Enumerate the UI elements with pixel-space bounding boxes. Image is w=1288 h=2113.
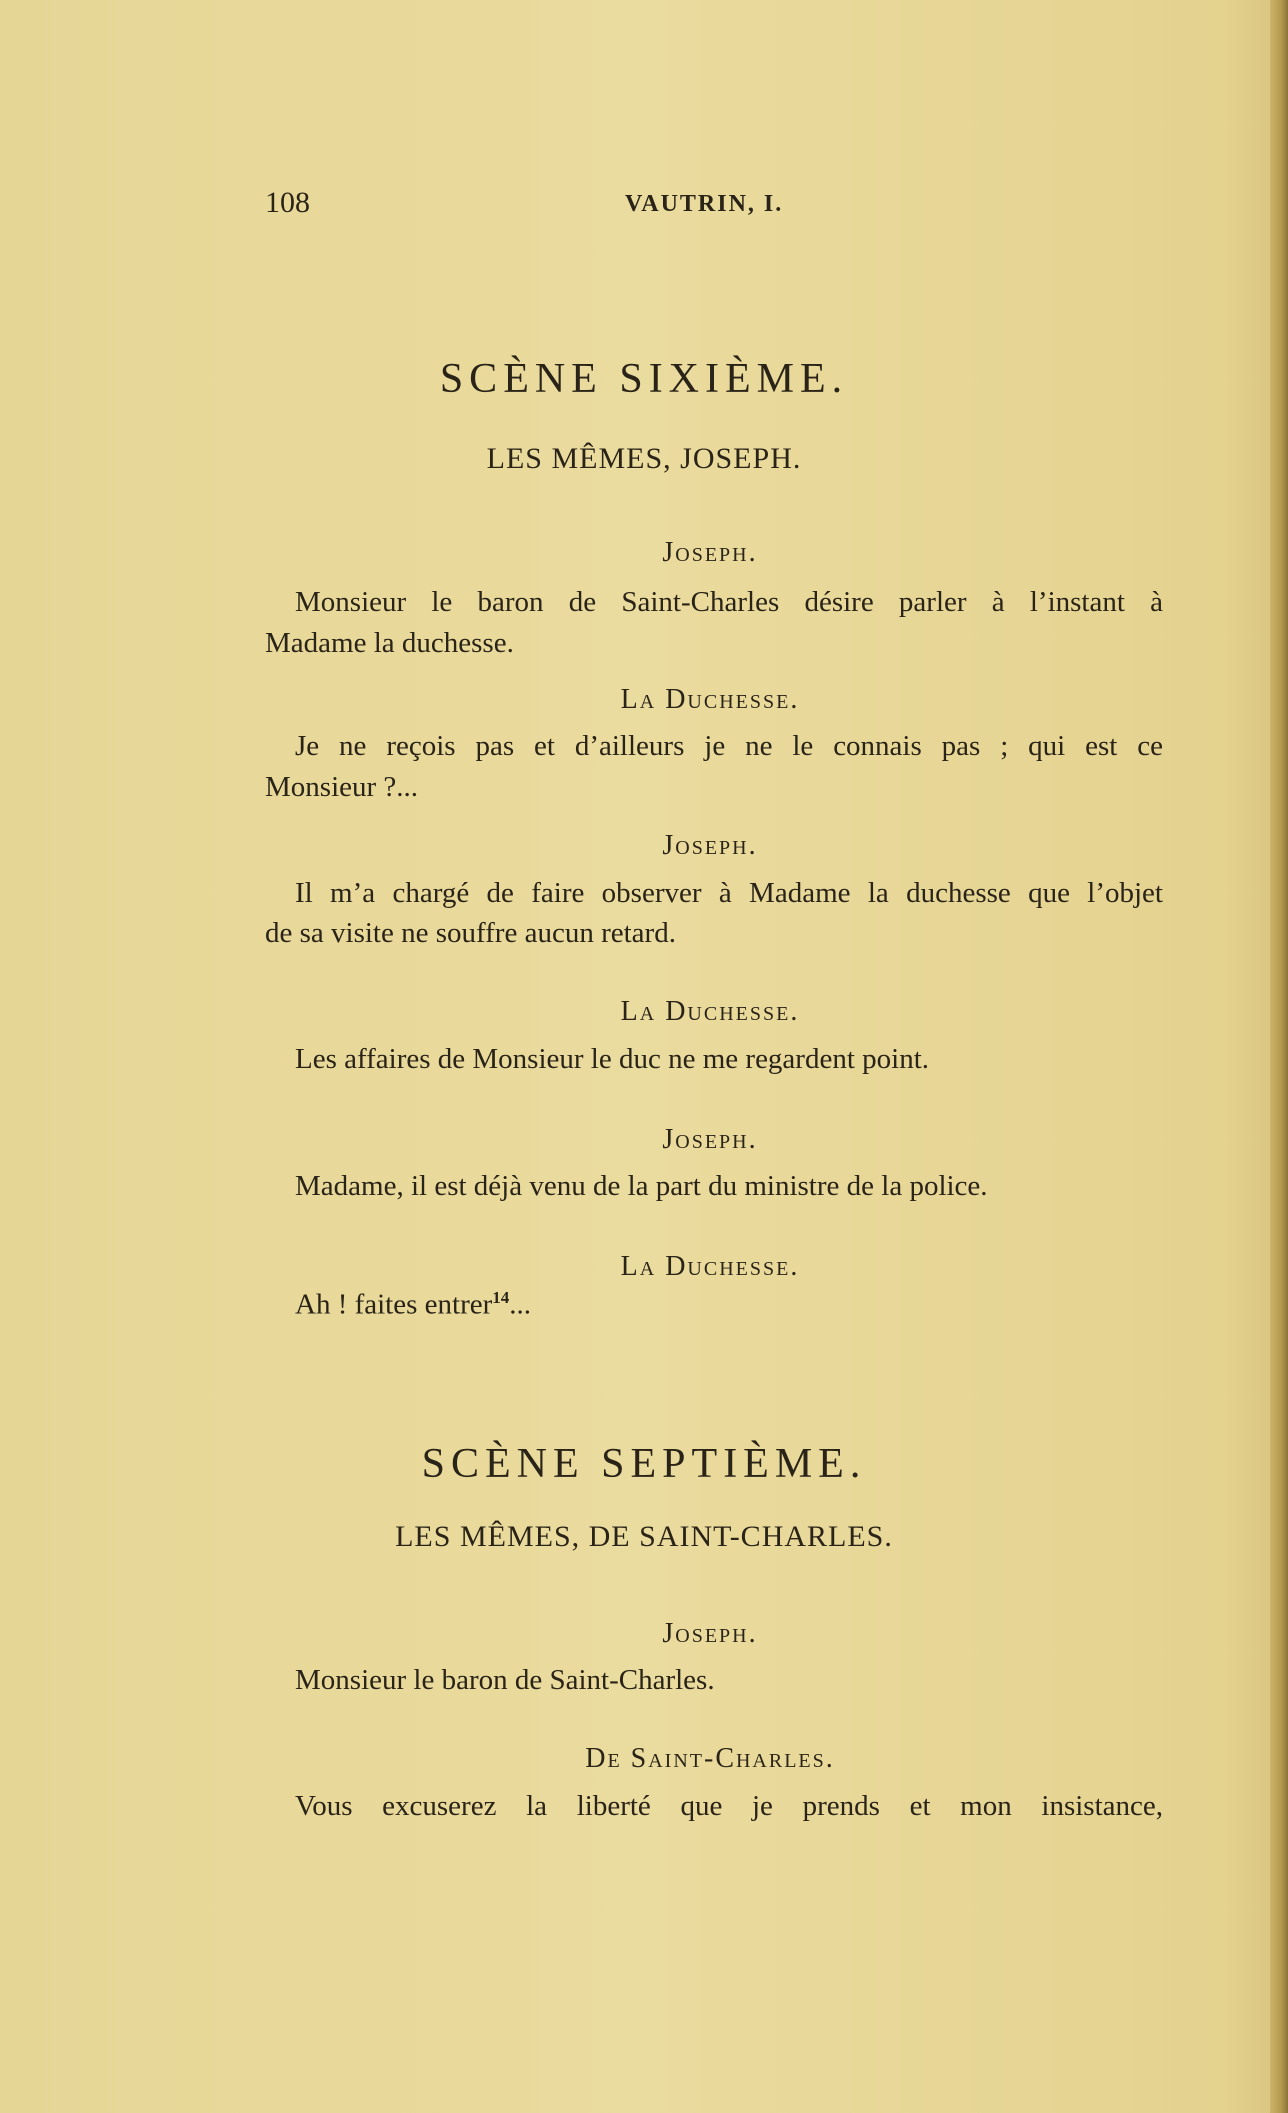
speaker-name: Joseph. bbox=[662, 1124, 758, 1155]
running-header bbox=[265, 186, 1165, 226]
dialogue-line: Vous excuserez la liberté que je prends et mon insistance, bbox=[295, 1790, 1163, 1822]
dialogue-line: Monsieur ?... bbox=[265, 771, 419, 803]
dialogue-line: de sa visite ne souffre aucun retard. bbox=[265, 917, 676, 949]
speaker-name: La Duchesse. bbox=[620, 1251, 800, 1282]
footnote-marker: 14 bbox=[492, 1288, 510, 1307]
scene-title: SCÈNE SIXIÈME. bbox=[439, 356, 849, 402]
speaker-name: La Duchesse. bbox=[620, 684, 800, 715]
speaker-name: Joseph. bbox=[662, 830, 758, 861]
scene-cast: LES MÊMES, JOSEPH. bbox=[486, 442, 802, 475]
speaker-name: Joseph. bbox=[662, 1618, 758, 1649]
dialogue-line: Monsieur le baron de Saint-Charles désire parler à l’instant à bbox=[295, 586, 1163, 618]
running-title: VAUTRIN, I. bbox=[625, 191, 784, 217]
dialogue-text: ... bbox=[509, 1288, 532, 1321]
page-edge bbox=[1270, 0, 1288, 2113]
dialogue-line: Madame, il est déjà venu de la part du ministre de la police. bbox=[295, 1170, 988, 1202]
dialogue-text: Ah ! faites entrer bbox=[295, 1288, 493, 1321]
dialogue-line: Il m’a chargé de faire observer à Madame la duchesse que l’objet bbox=[295, 877, 1163, 909]
speaker-name: De Saint-Charles. bbox=[585, 1743, 835, 1774]
scene-cast: LES MÊMES, DE SAINT-CHARLES. bbox=[395, 1520, 893, 1553]
speaker-name: Joseph. bbox=[662, 537, 758, 568]
speaker-name: La Duchesse. bbox=[620, 996, 800, 1027]
dialogue-line: Monsieur le baron de Saint-Charles. bbox=[295, 1664, 715, 1696]
page-number: 108 bbox=[265, 186, 310, 219]
dialogue-line bbox=[295, 1288, 1163, 1322]
dialogue-line: Madame la duchesse. bbox=[265, 627, 514, 659]
scene-title: SCÈNE SEPTIÈME. bbox=[421, 1441, 867, 1487]
dialogue-line: Les affaires de Monsieur le duc ne me regardent point. bbox=[295, 1043, 930, 1075]
dialogue-line: Je ne reçois pas et d’ailleurs je ne le connais pas ; qui est ce bbox=[295, 730, 1163, 762]
